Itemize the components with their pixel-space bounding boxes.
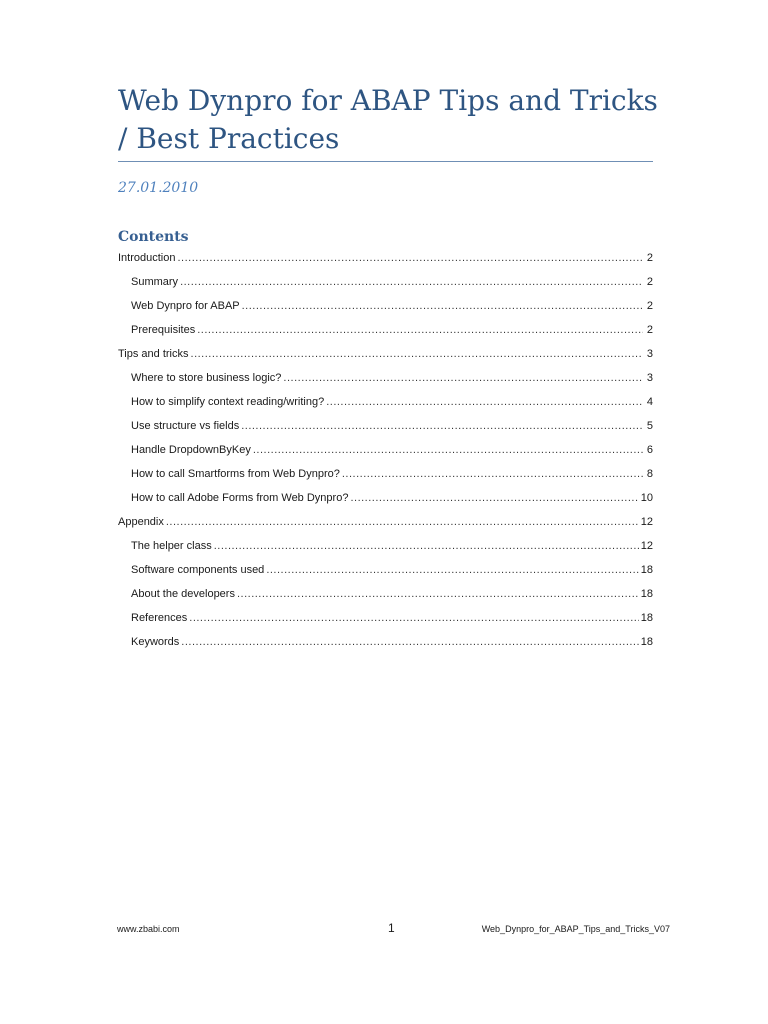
toc-entry-page: 2 bbox=[646, 300, 653, 312]
toc-entry-label: Software components used bbox=[131, 564, 265, 576]
toc-dot-leader bbox=[342, 466, 643, 482]
toc-entry-label: Use structure vs fields bbox=[131, 420, 240, 432]
toc-entry-page: 2 bbox=[646, 276, 653, 288]
toc-entry-page: 18 bbox=[640, 588, 653, 600]
contents-heading: Contents bbox=[118, 229, 189, 245]
toc-entry-adobe-forms[interactable] bbox=[118, 490, 653, 514]
toc-entry-page: 12 bbox=[640, 540, 653, 552]
toc-entry-page: 12 bbox=[640, 516, 653, 528]
toc-entry-prerequisites[interactable] bbox=[118, 322, 653, 346]
toc-dot-leader bbox=[166, 514, 639, 530]
toc-entry-tips-and-tricks[interactable] bbox=[118, 346, 653, 370]
footer-filename: Web_Dynpro_for_ABAP_Tips_and_Tricks_V07 bbox=[481, 924, 670, 934]
toc-entry-page: 2 bbox=[646, 252, 653, 264]
toc-entry-page: 2 bbox=[646, 324, 653, 336]
document-date: 27.01.2010 bbox=[118, 180, 199, 196]
toc-entry-helper-class[interactable] bbox=[118, 538, 653, 562]
toc-dot-leader bbox=[180, 274, 643, 290]
toc-entry-introduction[interactable] bbox=[118, 250, 653, 274]
toc-entry-label: Handle DropdownByKey bbox=[131, 444, 251, 456]
toc-entry-context-reading[interactable] bbox=[118, 394, 653, 418]
toc-entry-label: Where to store business logic? bbox=[131, 372, 282, 384]
toc-entry-label: The helper class bbox=[131, 540, 212, 552]
toc-entry-label: Prerequisites bbox=[131, 324, 196, 336]
toc-entry-label: References bbox=[131, 612, 188, 624]
toc-entry-label: How to call Adobe Forms from Web Dynpro? bbox=[131, 492, 349, 504]
toc-entry-page: 3 bbox=[646, 348, 653, 360]
toc-entry-page: 18 bbox=[640, 564, 653, 576]
toc-dot-leader bbox=[326, 394, 643, 410]
toc-dot-leader bbox=[191, 346, 643, 362]
toc-dot-leader bbox=[283, 370, 643, 386]
toc-entry-dropdownbykey[interactable] bbox=[118, 442, 653, 466]
title-divider bbox=[118, 161, 653, 162]
toc-dot-leader bbox=[214, 538, 639, 554]
toc-dot-leader bbox=[177, 250, 643, 266]
table-of-contents bbox=[118, 250, 653, 658]
document-title: Web Dynpro for ABAP Tips and Tricks / Best Practices bbox=[118, 84, 658, 155]
toc-entry-label: Summary bbox=[131, 276, 179, 288]
toc-entry-web-dynpro-for-abap[interactable] bbox=[118, 298, 653, 322]
toc-entry-keywords[interactable] bbox=[118, 634, 653, 658]
toc-entry-label: Appendix bbox=[118, 516, 164, 528]
toc-entry-about-developers[interactable] bbox=[118, 586, 653, 610]
footer-website: www.zbabi.com bbox=[117, 924, 180, 934]
toc-entry-label: About the developers bbox=[131, 588, 235, 600]
toc-entry-page: 5 bbox=[646, 420, 653, 432]
toc-dot-leader bbox=[237, 586, 639, 602]
toc-entry-summary[interactable] bbox=[118, 274, 653, 298]
toc-dot-leader bbox=[266, 562, 638, 578]
toc-entry-label: Introduction bbox=[118, 252, 176, 264]
toc-entry-references[interactable] bbox=[118, 610, 653, 634]
toc-dot-leader bbox=[197, 322, 643, 338]
toc-entry-page: 8 bbox=[646, 468, 653, 480]
toc-entry-page: 10 bbox=[640, 492, 653, 504]
toc-entry-page: 3 bbox=[646, 372, 653, 384]
toc-entry-page: 6 bbox=[646, 444, 653, 456]
toc-entry-label: How to simplify context reading/writing? bbox=[131, 396, 325, 408]
toc-entry-smartforms[interactable] bbox=[118, 466, 653, 490]
toc-entry-structure-vs-fields[interactable] bbox=[118, 418, 653, 442]
toc-entry-business-logic[interactable] bbox=[118, 370, 653, 394]
toc-entry-label: Web Dynpro for ABAP bbox=[131, 300, 240, 312]
footer-page-number: 1 bbox=[388, 921, 395, 935]
toc-dot-leader bbox=[253, 442, 643, 458]
toc-dot-leader bbox=[181, 634, 638, 650]
toc-entry-label: Tips and tricks bbox=[118, 348, 189, 360]
toc-entry-label: Keywords bbox=[131, 636, 180, 648]
toc-entry-page: 18 bbox=[640, 636, 653, 648]
toc-dot-leader bbox=[241, 418, 643, 434]
toc-dot-leader bbox=[350, 490, 638, 506]
toc-entry-label: How to call Smartforms from Web Dynpro? bbox=[131, 468, 340, 480]
toc-entry-page: 18 bbox=[640, 612, 653, 624]
toc-entry-page: 4 bbox=[646, 396, 653, 408]
toc-entry-software-components[interactable] bbox=[118, 562, 653, 586]
toc-dot-leader bbox=[242, 298, 643, 314]
toc-dot-leader bbox=[189, 610, 638, 626]
toc-entry-appendix[interactable] bbox=[118, 514, 653, 538]
